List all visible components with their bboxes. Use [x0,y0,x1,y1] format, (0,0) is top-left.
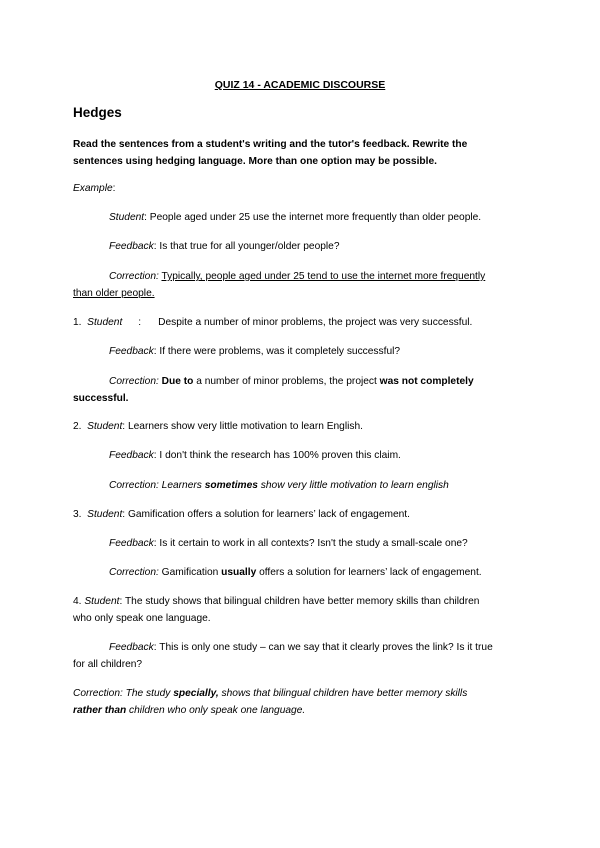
instructions-line-1: Read the sentences from a student's writing and the tutor's feedback. Rewrite the [73,139,468,150]
item-2-feedback: Feedback: I don't think the research has 100% proven this claim. [109,450,401,461]
example-feedback: Feedback: Is that true for all younger/older people? [109,241,340,252]
item-2-student: 2. Student: Learners show very little motivation to learn English. [73,421,363,432]
instructions-line-2: sentences using hedging language. More than one option may be possible. [73,156,437,167]
example-correction: Correction: Typically, people aged under 25 tend to use the internet more frequently [109,271,486,282]
example-label: Example: [73,183,116,194]
item-3-correction: Correction: Gamification usually offers a solution for learners’ lack of engagement. [109,567,482,578]
item-4-correction-cont: rather than children who only speak one language. [73,705,306,716]
section-heading: Hedges [73,105,122,120]
example-correction-cont: than older people. [73,288,155,299]
item-4-feedback: Feedback: This is only one study – can we say that it clearly proves the link? Is it true [109,642,493,653]
item-4-student: 4. Student: The study shows that bilingual children have better memory skills than children [73,596,480,607]
item-4-correction: Correction: The study specially, shows that bilingual children have better memory skills [73,688,468,699]
item-2-correction: Correction: Learners sometimes show very little motivation to learn english [109,480,449,491]
example-student: Student: People aged under 25 use the internet more frequently than older people. [109,212,482,223]
item-1-student: 1. Student : Despite a number of minor problems, the project was very successful. [73,317,473,328]
item-1-feedback: Feedback: If there were problems, was it completely successful? [109,346,401,357]
item-1-correction: Correction: Due to a number of minor problems, the project was not completely [109,376,474,387]
item-4-feedback-cont: for all children? [73,659,143,670]
quiz-title: QUIZ 14 - ACADEMIC DISCOURSE [214,79,386,91]
item-3-student: 3. Student: Gamification offers a solution for learners’ lack of engagement. [73,509,410,520]
item-3-feedback: Feedback: Is it certain to work in all contexts? Isn't the study a small-scale one? [109,538,468,549]
item-1-correction-cont: successful. [73,393,129,404]
item-4-student-cont: who only speak one language. [73,613,211,624]
